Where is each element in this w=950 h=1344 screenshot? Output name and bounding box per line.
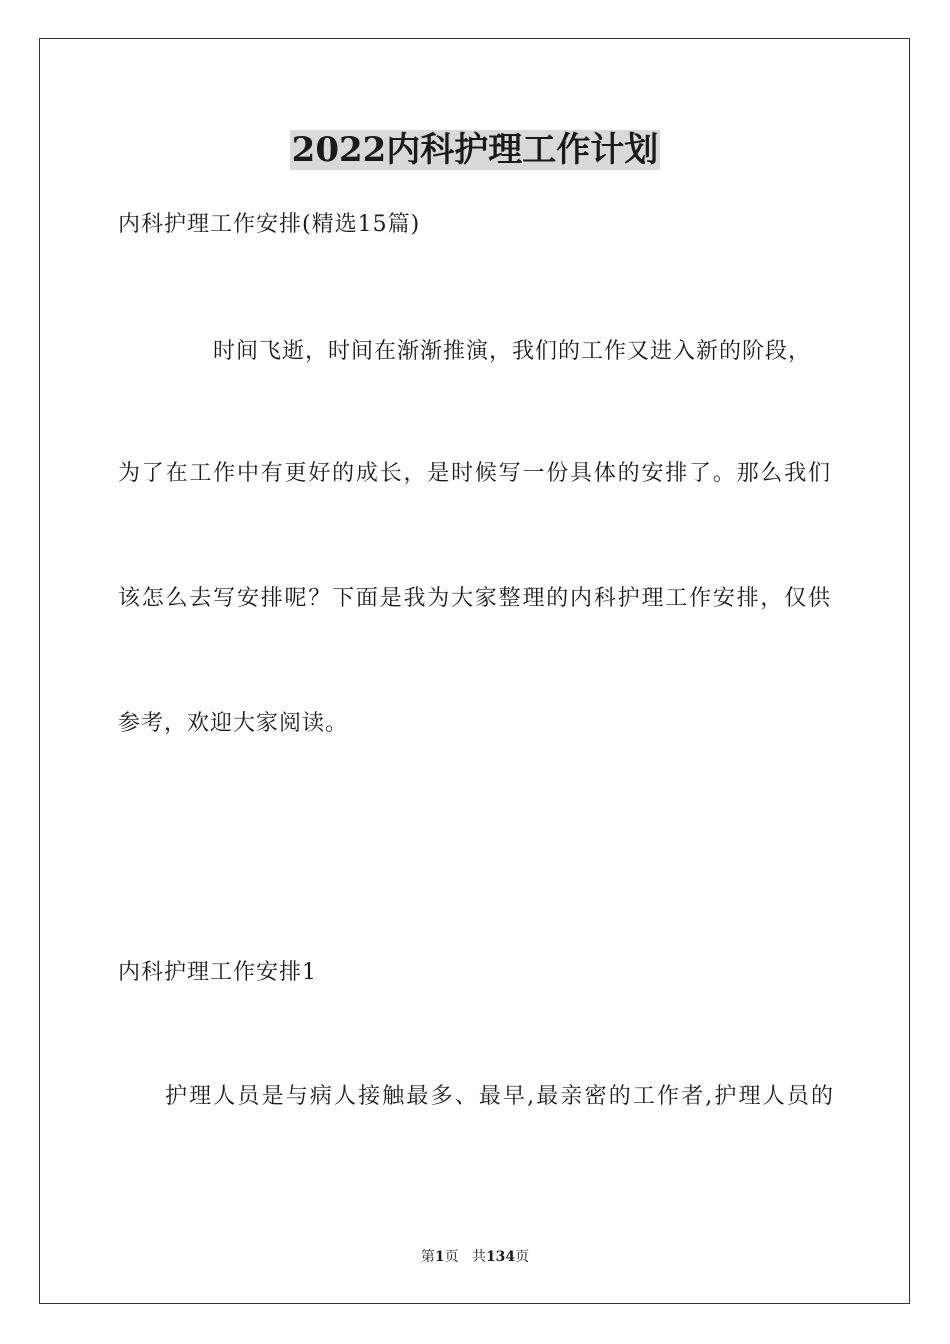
- document-title-text: 2022内科护理工作计划: [291, 130, 659, 170]
- section-heading: 内科护理工作安排1: [118, 960, 317, 985]
- document-title: [0, 128, 950, 172]
- footer-prefix: 第: [420, 1249, 435, 1265]
- section-line-1: 护理人员是与病人接触最多、最早,最亲密的工作者,护理人员的: [165, 1084, 833, 1109]
- intro-line-3: 该怎么去写安排呢？下面是我为大家整理的内科护理工作安排，仅供: [118, 586, 830, 611]
- footer-total-suffix: 页: [515, 1249, 530, 1265]
- page-footer: [0, 1247, 950, 1267]
- intro-line-4: 参考，欢迎大家阅读。: [118, 711, 349, 736]
- intro-line-2: 为了在工作中有更好的成长，是时候写一份具体的安排了。那么我们: [118, 461, 830, 486]
- footer-total-pages: 134: [485, 1249, 516, 1265]
- intro-line-1: 时间飞逝，时间在渐渐推演，我们的工作又进入新的阶段，: [213, 339, 812, 364]
- footer-page-number: 1: [434, 1249, 445, 1265]
- footer-page-suffix: 页 共: [444, 1249, 486, 1265]
- document-subtitle: 内科护理工作安排(精选15篇): [118, 212, 421, 237]
